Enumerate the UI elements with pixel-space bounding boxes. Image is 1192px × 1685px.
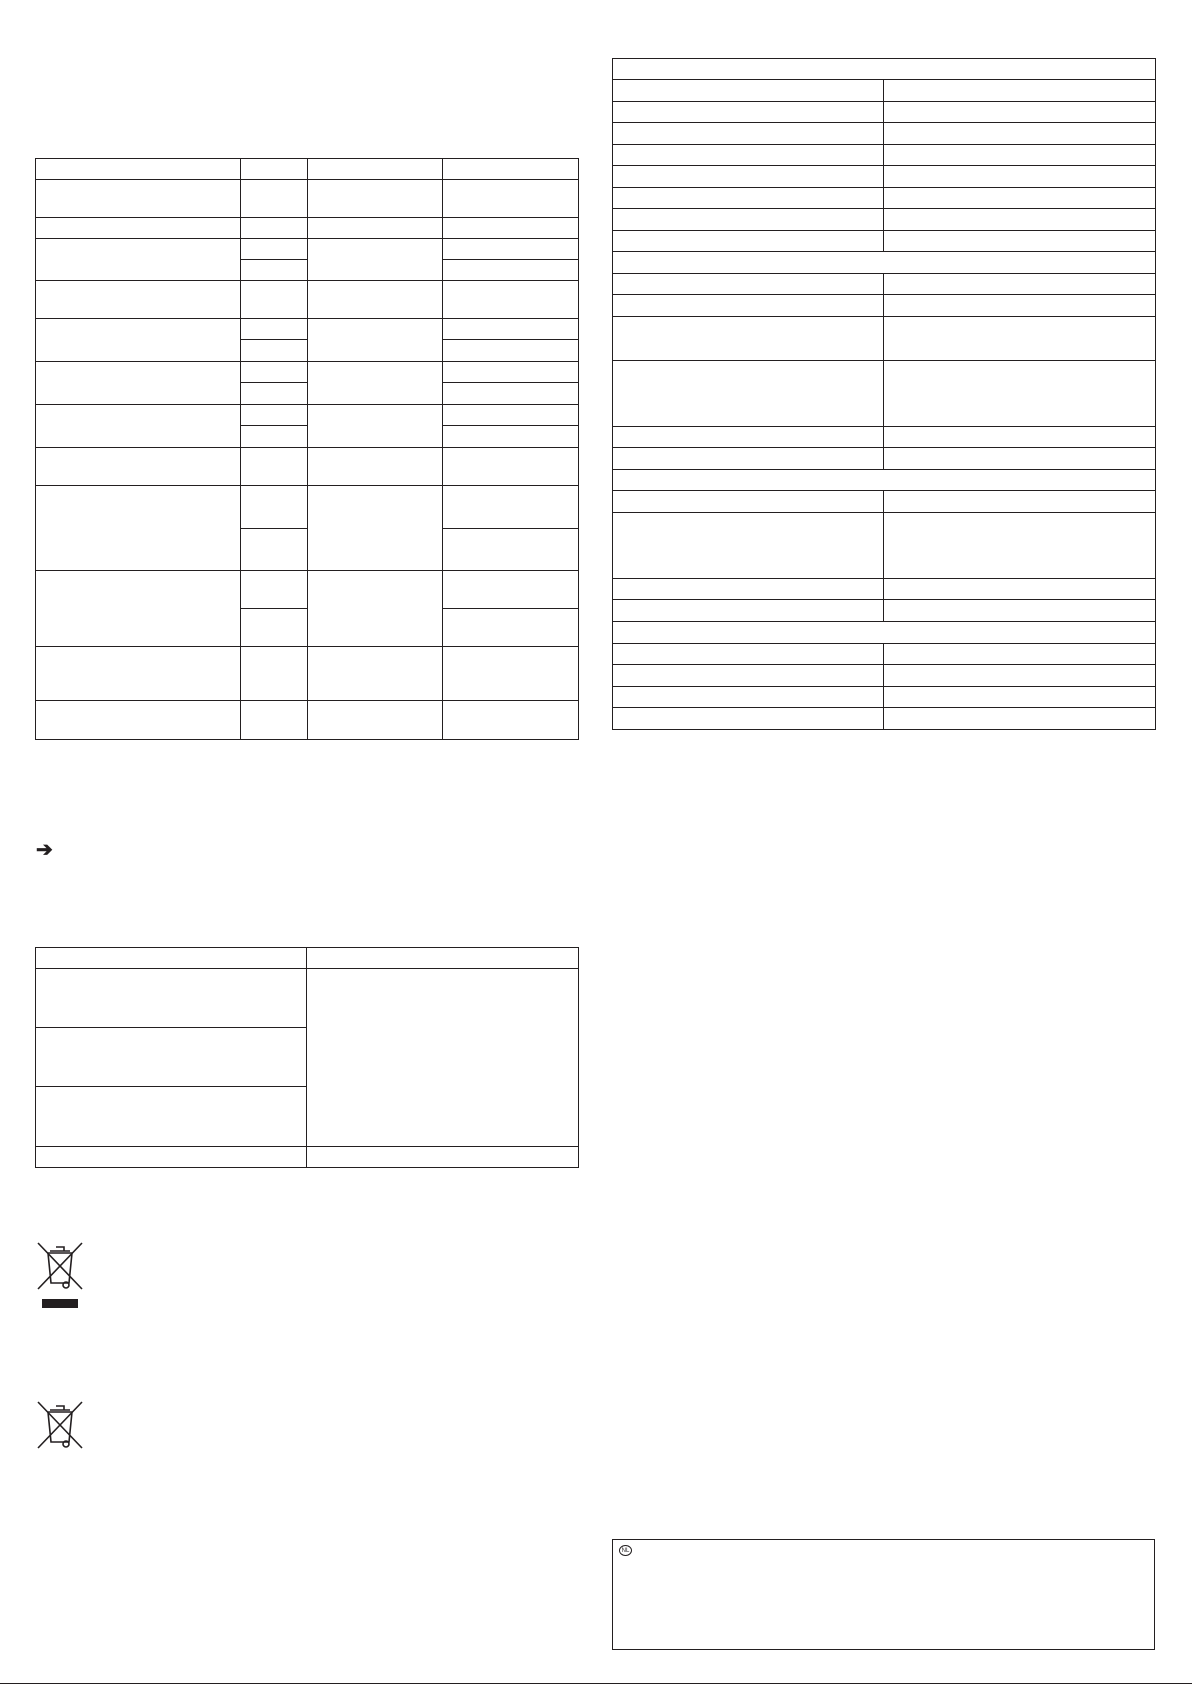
table-row <box>36 362 579 383</box>
table-row <box>36 571 579 609</box>
table-row <box>613 579 1156 600</box>
table-row <box>613 295 1156 317</box>
specs-table-right <box>612 58 1156 730</box>
table-row <box>613 317 1156 361</box>
table-row <box>36 405 579 426</box>
page-bottom-rule <box>0 1683 1192 1684</box>
table-row <box>36 319 579 340</box>
table-row <box>36 180 579 218</box>
section-heading-row <box>613 59 1156 80</box>
table-row <box>613 145 1156 166</box>
table-row <box>613 188 1156 209</box>
table-header-row <box>36 948 579 969</box>
table-row <box>613 513 1156 579</box>
section-heading-row <box>613 622 1156 644</box>
language-badge-icon: NL <box>619 1545 632 1556</box>
table-row <box>613 231 1156 252</box>
table-row <box>613 708 1156 730</box>
table-row <box>36 281 579 319</box>
notice-box <box>612 1539 1155 1650</box>
table-row <box>36 969 579 1028</box>
crossed-out-battery-bin-icon <box>36 1400 84 1450</box>
section-heading-row <box>613 252 1156 274</box>
table-row <box>36 239 579 260</box>
table-row <box>613 644 1156 665</box>
specs-table-left <box>35 158 579 740</box>
table-row <box>613 80 1156 102</box>
table-row <box>613 361 1156 427</box>
table-row <box>613 102 1156 123</box>
mode-table <box>35 947 579 1168</box>
table-row <box>36 647 579 701</box>
table-row <box>36 701 579 740</box>
table-row <box>613 491 1156 513</box>
arrow-right-icon: ➔ <box>36 839 53 861</box>
table-row <box>613 166 1156 188</box>
table-row <box>613 274 1156 295</box>
table-header-row <box>36 159 579 180</box>
table-row <box>36 218 579 239</box>
table-row <box>36 448 579 486</box>
crossed-out-wheelie-bin-icon <box>36 1241 84 1309</box>
table-row <box>36 1147 579 1168</box>
table-row <box>613 448 1156 470</box>
table-row <box>613 687 1156 708</box>
table-row <box>613 123 1156 145</box>
table-row <box>613 600 1156 622</box>
section-heading-row <box>613 470 1156 491</box>
table-row <box>613 427 1156 448</box>
table-row <box>613 209 1156 231</box>
table-row <box>36 486 579 529</box>
table-row <box>613 665 1156 687</box>
